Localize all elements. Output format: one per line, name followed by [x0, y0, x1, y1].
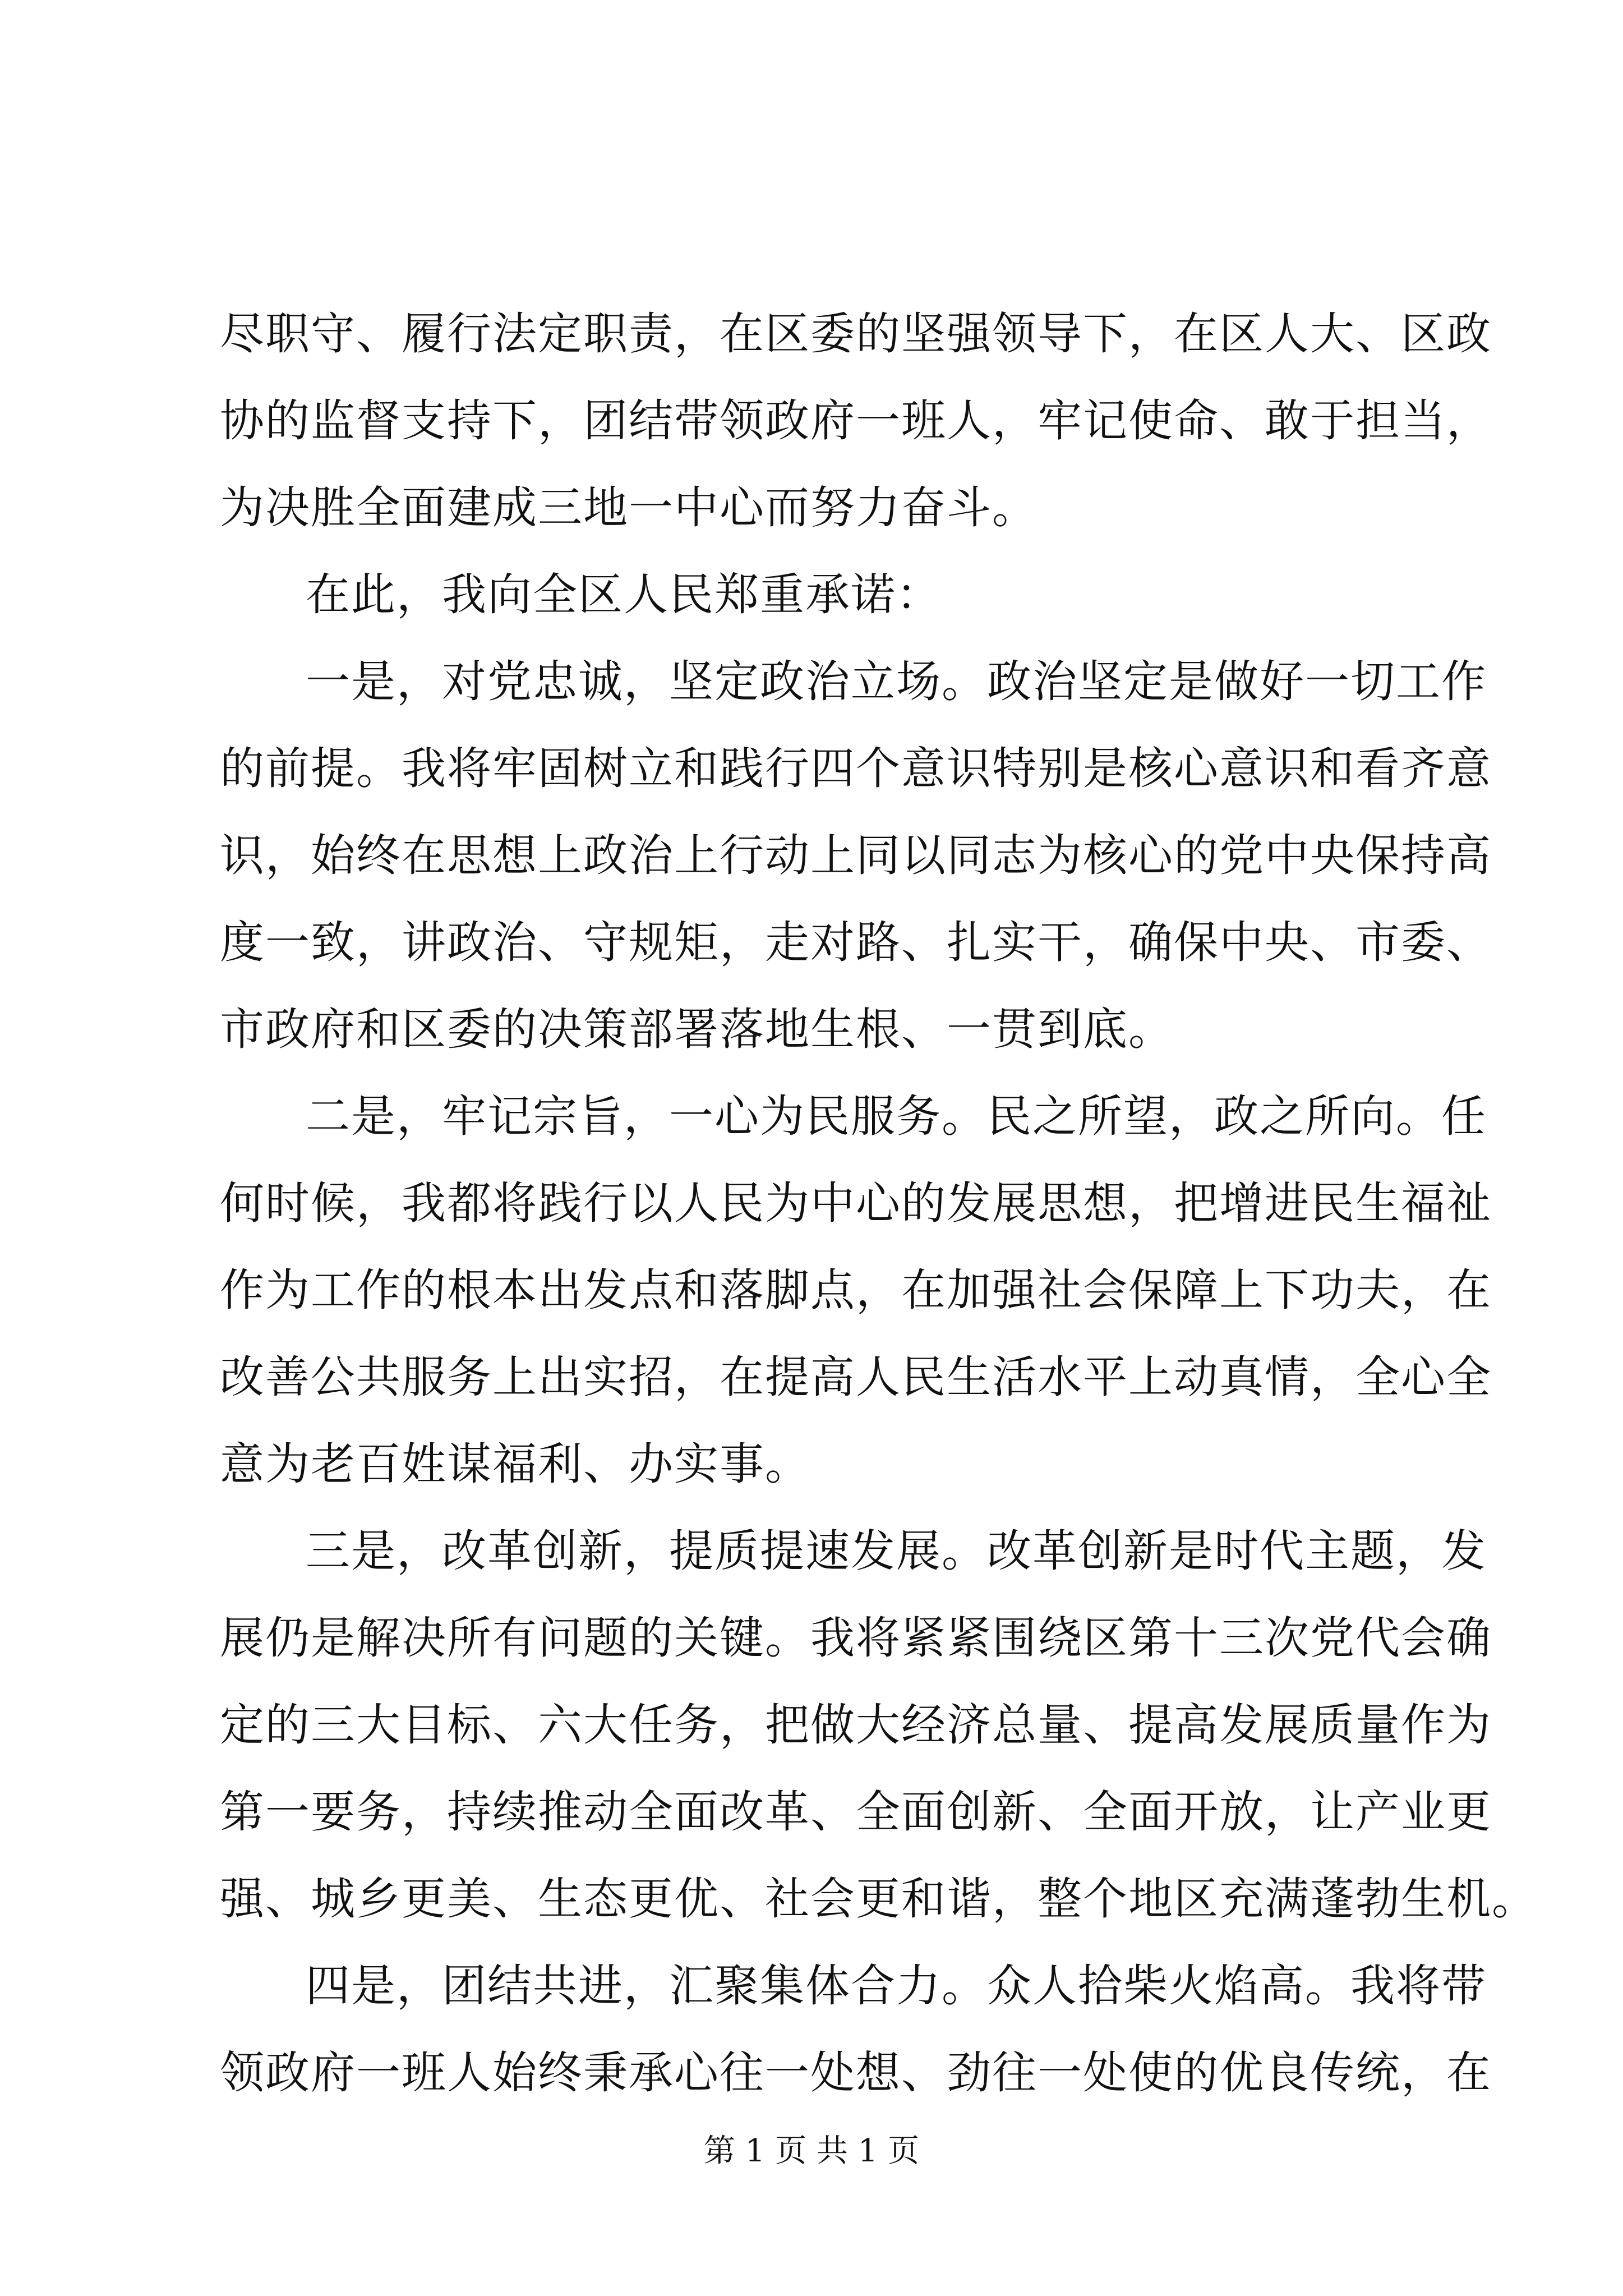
text-line: 在此，我向全区人民郑重承诺： [306, 569, 942, 620]
text-line: 尽职守、履行法定职责，在区委的坚强领导下，在区人大、区政 [220, 308, 1492, 360]
text-line: 的前提。我将牢固树立和践行四个意识特别是核心意识和看齐意 [220, 743, 1492, 794]
text-line: 强、城乡更美、生态更优、社会更和谐，整个地区充满蓬勃生机。 [220, 1873, 1537, 1925]
page-footer: 第 1 页 共 1 页 [703, 2133, 920, 2169]
text-line: 改善公共服务上出实招，在提高人民生活水平上动真情，全心全 [220, 1351, 1492, 1403]
text-line: 定的三大目标、六大任务，把做大经济总量、提高发展质量作为 [220, 1699, 1492, 1751]
text-line: 二是，牢记宗旨，一心为民服务。民之所望，政之所向。任 [306, 1091, 1487, 1142]
text-line: 何时候，我都将践行以人民为中心的发展思想，把增进民生福祉 [220, 1177, 1492, 1229]
text-line: 意为老百姓谋福利、办实事。 [220, 1438, 810, 1490]
text-line: 展仍是解决所有问题的关键。我将紧紧围绕区第十三次党代会确 [220, 1612, 1492, 1664]
text-line: 三是，改革创新，提质提速发展。改革创新是时代主题，发 [306, 1525, 1487, 1577]
text-line: 领政府一班人始终秉承心往一处想、劲往一处使的优良传统，在 [220, 2047, 1492, 2099]
text-line: 市政府和区委的决策部署落地生根、一贯到底。 [220, 1004, 1174, 1055]
text-line: 为决胜全面建成三地一中心而努力奋斗。 [220, 482, 1038, 533]
text-line: 识，始终在思想上政治上行动上同以同志为核心的党中央保持高 [220, 830, 1492, 881]
text-line: 第一要务，持续推动全面改革、全面创新、全面开放，让产业更 [220, 1786, 1492, 1838]
text-line: 一是，对党忠诚，坚定政治立场。政治坚定是做好一切工作 [306, 656, 1487, 707]
text-line: 作为工作的根本出发点和落脚点，在加强社会保障上下功夫，在 [220, 1264, 1492, 1316]
text-line: 四是，团结共进，汇聚集体合力。众人拾柴火焰高。我将带 [306, 1960, 1487, 2012]
text-line: 协的监督支持下，团结带领政府一班人，牢记使命、敢于担当， [220, 395, 1492, 447]
text-line: 度一致，讲政治、守规矩，走对路、扎实干，确保中央、市委、 [220, 917, 1492, 968]
